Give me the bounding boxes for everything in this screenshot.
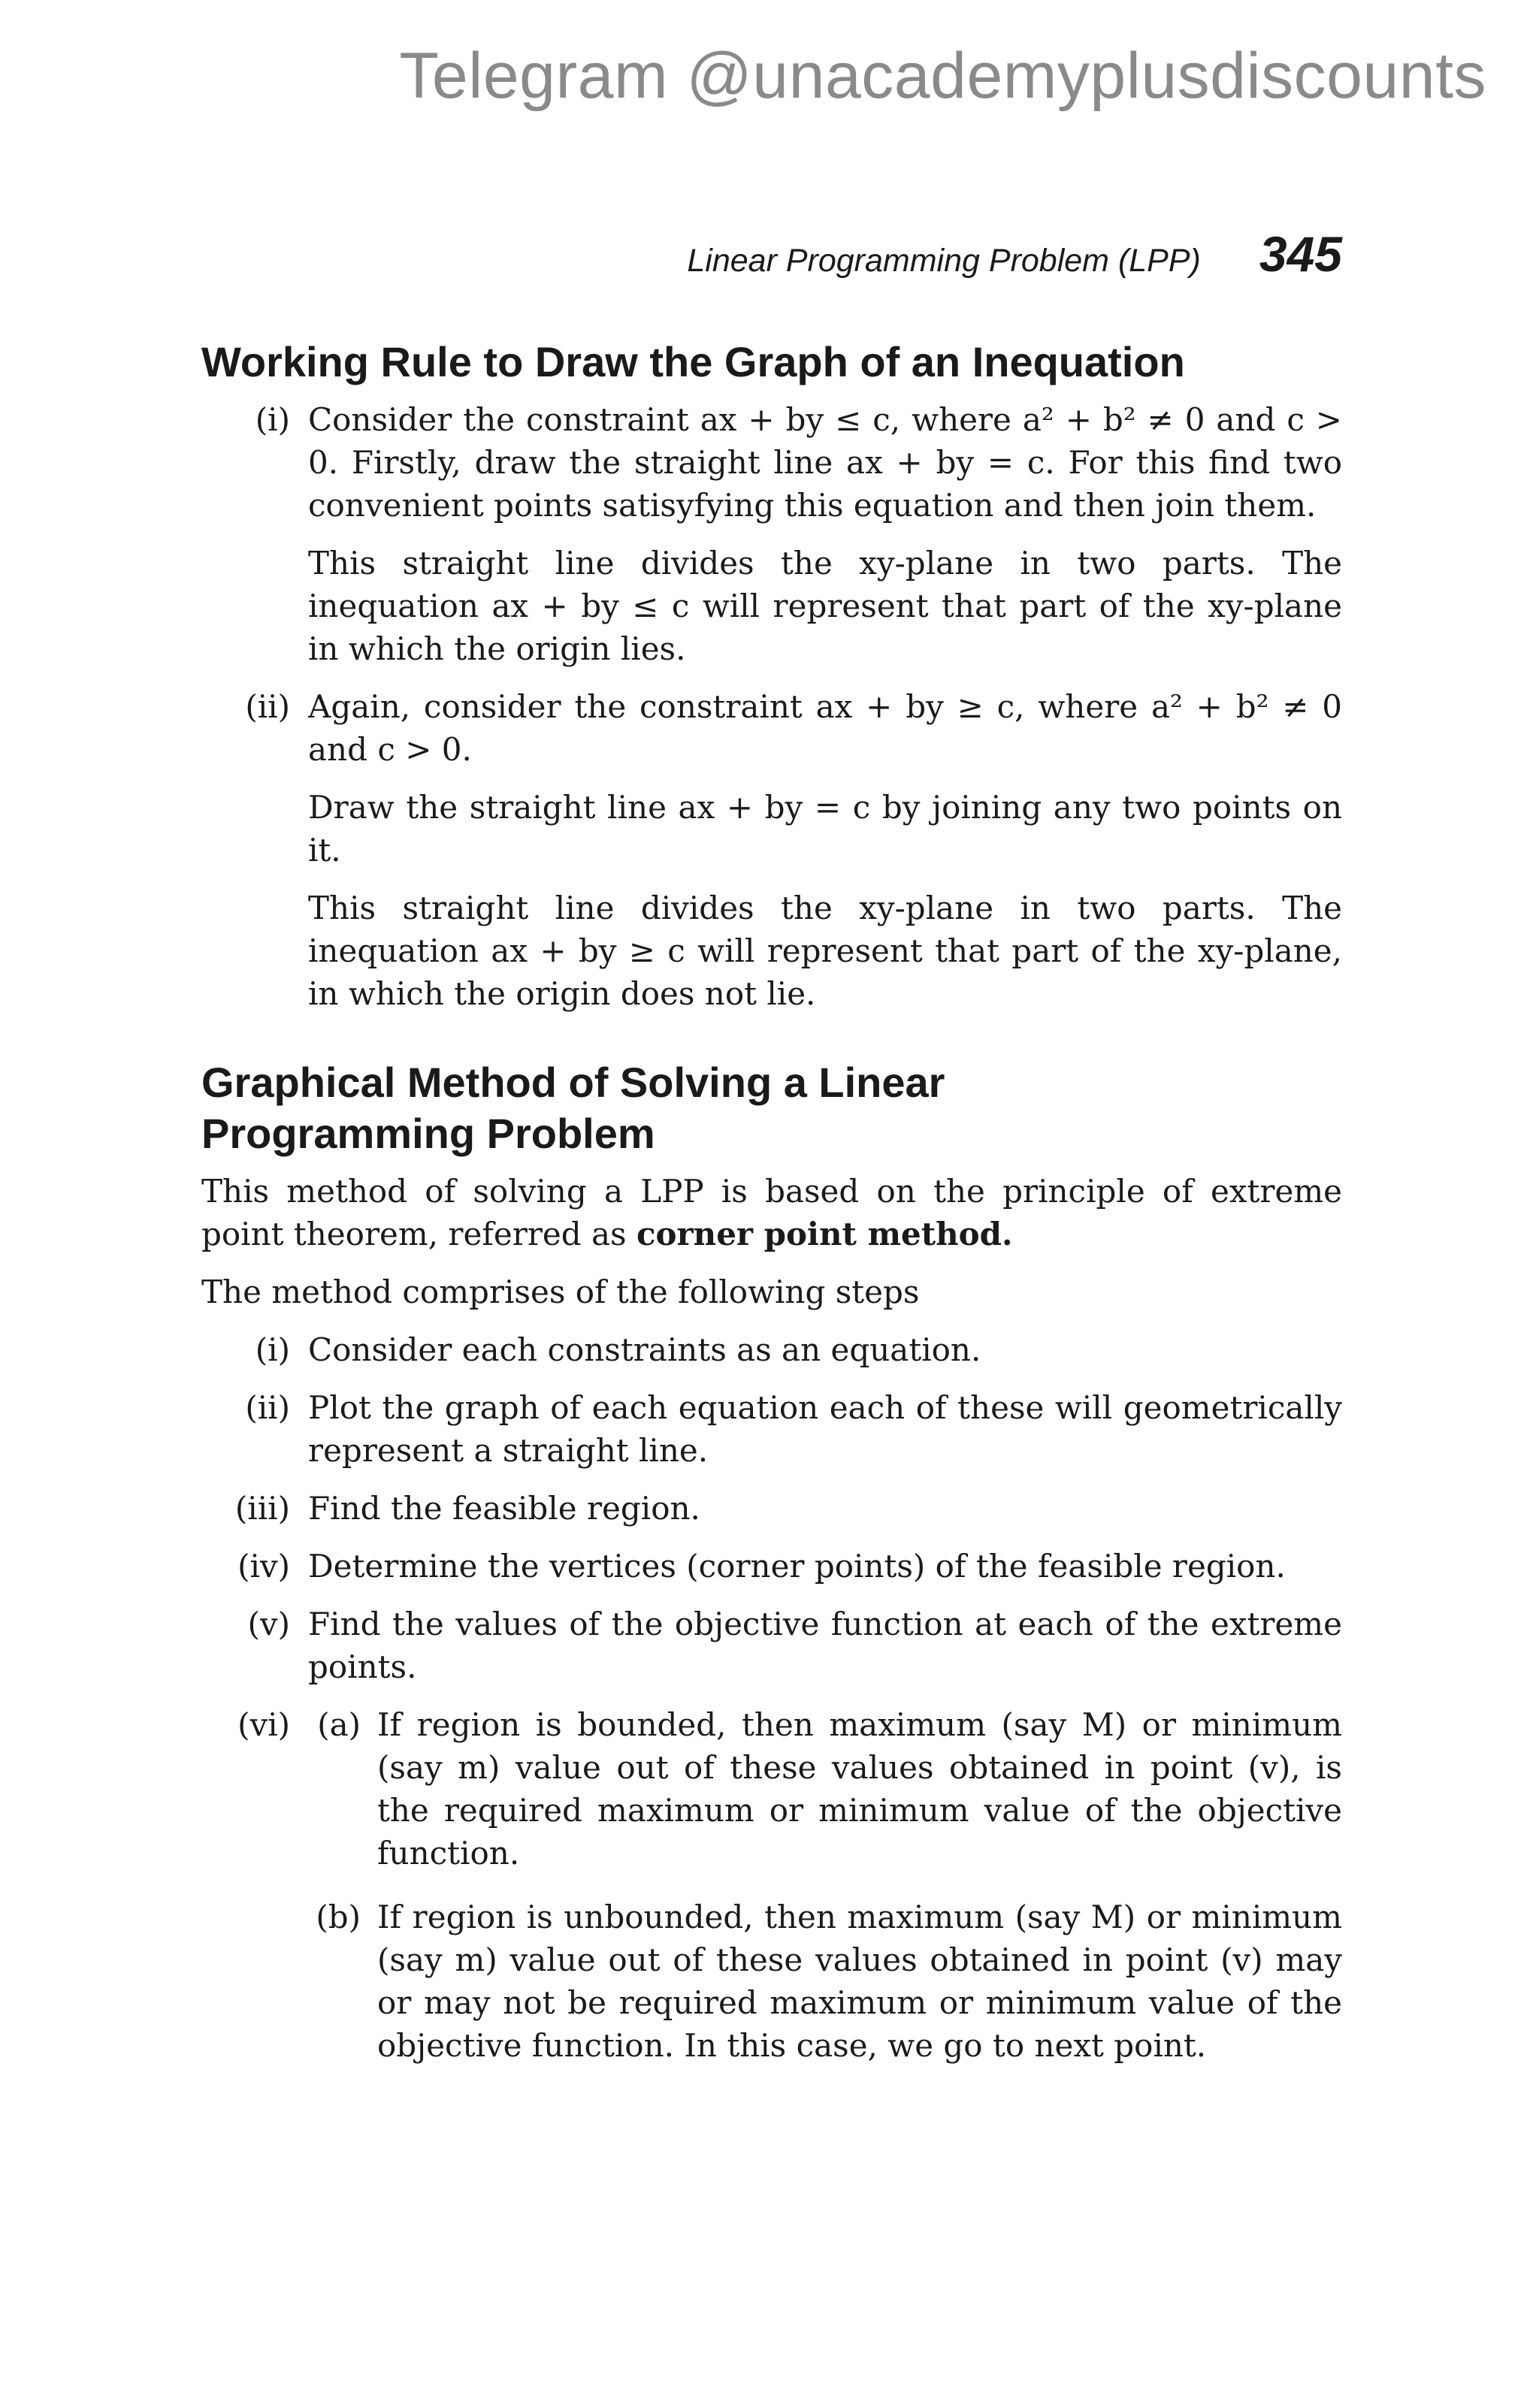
paragraph: Draw the straight line ax + by = c by joining any two points on it. (308, 789, 1342, 869)
sub-step-text: If region is unbounded, then maximum (say M) or minimum (say m) value out of these values obtained in point (v) may or may not be required maximum or minimum value of the objective function. In this case, we go to next point. (377, 1899, 1342, 2064)
paragraph: This straight line divides the xy-plane in two parts. The inequation ax + by ≥ c will represent that part of the xy-plane, in which the origin does not lie. (308, 890, 1342, 1012)
section-heading-working-rule: Working Rule to Draw the Graph of an Inequation (201, 338, 1185, 385)
step-text: Plot the graph of each equation each of these will geometrically represent a straight line. (308, 1389, 1342, 1469)
sub-step-number: (a) (317, 1706, 361, 1743)
heading-line: Programming Problem (201, 1110, 655, 1157)
step-item-vi (201, 1703, 1342, 2088)
sub-step-number: (b) (316, 1899, 361, 1935)
step-number: (ii) (245, 1389, 290, 1426)
step-text: Determine the vertices (corner points) of the feasible region. (308, 1548, 1286, 1585)
running-title: Linear Programming Problem (LPP) (687, 243, 1201, 279)
sub-step-a (302, 1703, 1342, 1875)
step-item (201, 1328, 1342, 1371)
list-item-working-rule-i (201, 398, 1342, 670)
running-head (687, 225, 1342, 282)
lead-paragraph: The method comprises of the following steps (201, 1273, 920, 1310)
step-item (201, 1386, 1342, 1472)
step-number: (vi) (237, 1706, 290, 1743)
section-heading-graphical-method (201, 1057, 1342, 1159)
sub-step-text: If region is bounded, then maximum (say M) or minimum (say m) value out of these values obtained in point (v), is the required maximum or minimum value of the objective function. (377, 1706, 1342, 1872)
intro-paragraph (201, 1170, 1342, 1255)
paragraph: Again, consider the constraint ax + by ≥ c, where a² + b² ≠ 0 and c > 0. (308, 688, 1342, 768)
heading-line: Graphical Method of Solving a Linear (201, 1059, 945, 1106)
list-item-working-rule-ii (201, 685, 1342, 1015)
step-number: (v) (247, 1606, 290, 1642)
step-number: (iii) (234, 1490, 290, 1527)
step-item (201, 1545, 1342, 1588)
intro-text: This method of solving a LPP is based on the principle of extreme point theorem, referred as (201, 1173, 1342, 1252)
page-content (201, 337, 1342, 2103)
sub-step-b (302, 1896, 1342, 2067)
step-number: (iv) (237, 1548, 290, 1585)
step-item (201, 1487, 1342, 1530)
step-item (201, 1603, 1342, 1688)
paragraph: This straight line divides the xy-plane in two parts. The inequation ax + by ≤ c will represent that part of the xy-plane in which the origin lies. (308, 545, 1342, 667)
paragraph: Consider the constraint ax + by ≤ c, where a² + b² ≠ 0 and c > 0. Firstly, draw the straight line ax + by = c. For this find two convenient points satisyfying this equation and then join them. (308, 401, 1342, 524)
step-text: Find the values of the objective function at each of the extreme points. (308, 1606, 1342, 1685)
watermark: Telegram @unacademyplusdiscounts (399, 40, 1486, 112)
intro-bold-term: corner point method. (636, 1216, 1013, 1252)
item-number: (i) (255, 401, 290, 438)
step-text: Find the feasible region. (308, 1490, 700, 1527)
step-text: Consider each constraints as an equation. (308, 1331, 981, 1368)
step-number: (i) (255, 1331, 290, 1368)
item-number: (ii) (245, 688, 290, 725)
page-number: 345 (1259, 226, 1342, 282)
